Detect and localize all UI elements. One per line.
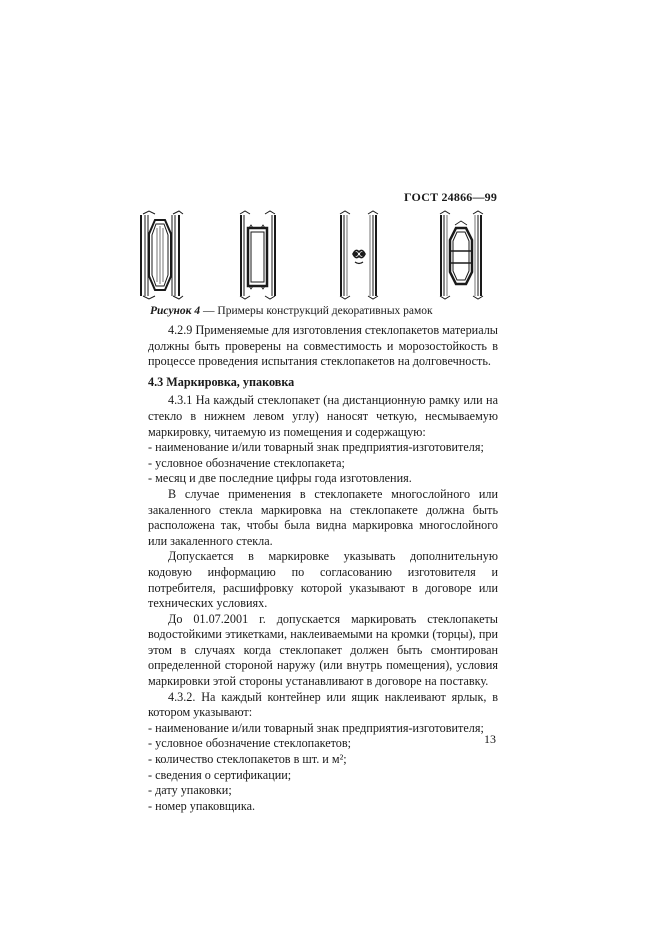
paragraph-multilayer-glass: В случае применения в стеклопакете многослойного или закаленного стекла маркировка на стеклопакете должна быть расположена так, чтобы была видна маркировка многослойного или закаленного стекла.: [148, 486, 498, 548]
frame-example-2: [240, 211, 275, 299]
list-item: - количество стеклопакетов в шт. и м²;: [148, 752, 347, 767]
figure-caption-text: — Примеры конструкций декоративных рамок: [200, 305, 433, 317]
list-item: - номер упаковщика.: [148, 798, 256, 813]
page-number: 13: [484, 732, 496, 746]
paragraph-4-3-2: 4.3.2. На каждый контейнер или ящик наклеивают ярлык, в котором указывают:: [148, 689, 498, 720]
list-item: - условное обозначение стеклопакета;: [148, 455, 345, 470]
paragraph-4-2-9: 4.2.9 Применяемые для изготовления стеклопакетов материалы должны быть проверены на совместимость и морозостойкость в процессе проведения испытания стеклопакетов на долговечность.: [148, 323, 498, 369]
paragraph-4-3-1: 4.3.1 На каждый стеклопакет (на дистанционную рамку или на стекло в нижнем левом углу) наносят четкую, несмываемую маркировку, читаемую из помещения и содержащую:: [148, 393, 498, 439]
section-heading-4-3: 4.3 Маркировка, упаковка: [148, 374, 295, 389]
decorative-frames-figure: [135, 210, 505, 302]
figure-caption-label: Рисунок 4: [150, 305, 201, 317]
list-item: - дату упаковки;: [148, 783, 232, 798]
frame-example-1: [141, 211, 183, 299]
document-code: ГОСТ 24866—99: [404, 190, 498, 204]
list-item: - месяц и две последние цифры года изготовления.: [148, 471, 412, 486]
frame-example-4: [440, 211, 483, 299]
frame-example-3: [340, 211, 378, 299]
list-item: - наименование и/или товарный знак предприятия-изготовителя;: [148, 440, 484, 455]
list-item: - условное обозначение стеклопакетов;: [148, 736, 352, 751]
document-body: [148, 323, 498, 814]
list-item: - сведения о сертификации;: [148, 767, 292, 782]
list-item: - наименование и/или товарный знак предприятия-изготовителя;: [148, 720, 484, 735]
paragraph-until-2001: До 01.07.2001 г. допускается маркировать стеклопакеты водостойкими этикетками, наклеиваемыми на кромки (торцы), при этом в случаях когда стеклопакет должен быть смонтирован определенной стороной наружу (или внутрь помещения), условия маркировки этой стороны устанавливают в договоре на поставку.: [148, 611, 498, 689]
paragraph-additional-info: Допускается в маркировке указывать дополнительную кодовую информацию по согласованию изготовителя и потребителя, расшифровку которой указывают в договоре или технических условиях.: [148, 549, 498, 611]
figure-caption: [150, 305, 433, 317]
